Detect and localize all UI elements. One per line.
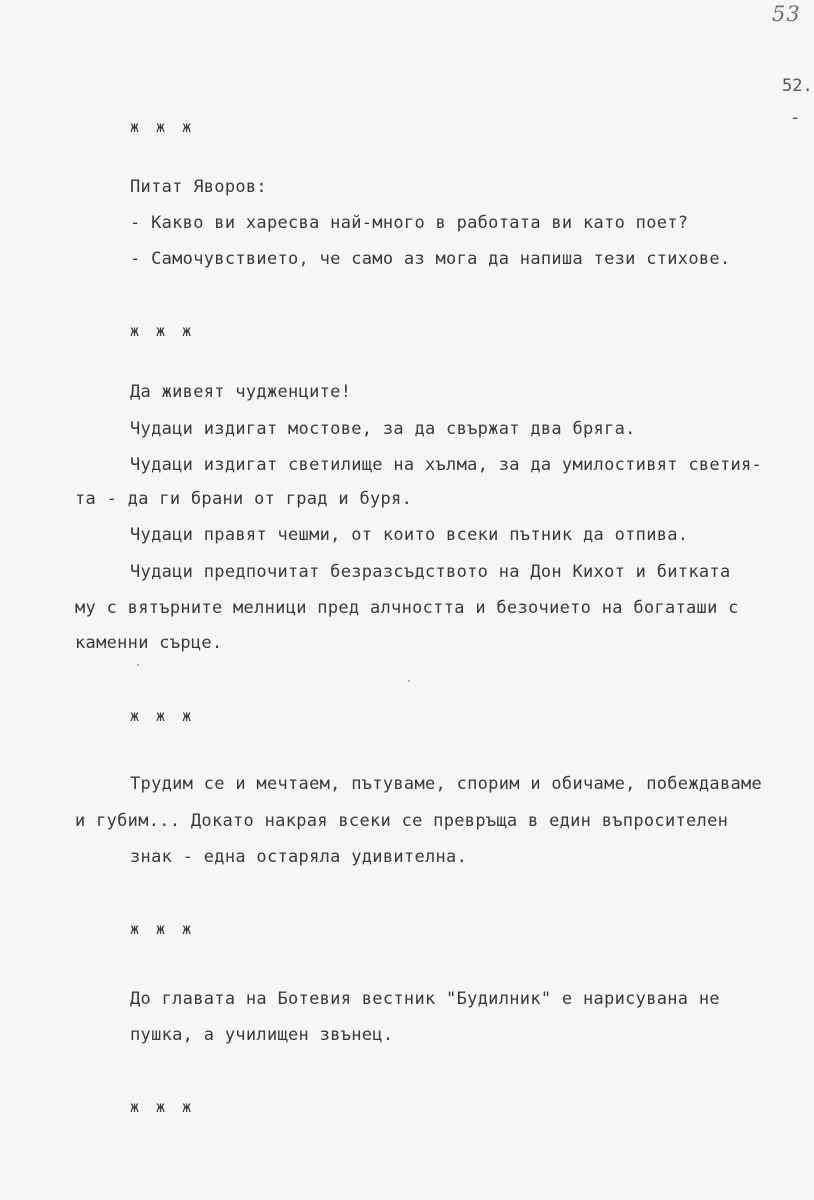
- paper-speck: [408, 680, 410, 682]
- paragraph-line: Чудаци предпочитат безразсъдството на Дон Кихот и битката: [130, 562, 731, 582]
- paper-speck: [137, 664, 139, 666]
- section-separator: ж ж ж: [130, 920, 196, 938]
- paragraph-line: Питат Яворов:: [130, 177, 267, 197]
- paragraph-line: Трудим се и мечтаем, пътуваме, спорим и обичаме, побеждаваме: [130, 774, 763, 794]
- section-separator: ж ж ж: [130, 118, 196, 136]
- archive-page-number: 53: [772, 2, 801, 26]
- paragraph-line: пушка, а училищен звънец.: [130, 1025, 394, 1045]
- page-number: 52.: [782, 76, 813, 96]
- page-number-dash: -: [790, 108, 801, 128]
- paragraph-line: - Самочувствието, че само аз мога да напиша тези стихове.: [130, 249, 731, 269]
- paragraph-line: - Какво ви харесва най-много в работата ви като поет?: [130, 213, 689, 233]
- paragraph-line: му с вятърните мелници пред алчността и безочието на богаташи с: [75, 598, 739, 618]
- paragraph-line: Чудаци издигат светилище на хълма, за да умилостивят светия-: [130, 455, 763, 475]
- paragraph-line: До главата на Ботевия вестник "Будилник" е нарисувана не: [130, 989, 720, 1009]
- paragraph-line: знак - една остаряла удивителна.: [130, 847, 468, 867]
- paragraph-line: Чудаци правят чешми, от които всеки пътник да отпива.: [130, 525, 689, 545]
- paragraph-line: та - да ги брани от град и буря.: [75, 489, 413, 509]
- paragraph-line: Да живеят чудженците!: [130, 382, 352, 402]
- paragraph-line: и губим... Докато накрая всеки се превръща в един въпросителен: [75, 811, 729, 831]
- paragraph-line: каменни сърце.: [75, 633, 223, 653]
- section-separator: ж ж ж: [130, 322, 196, 340]
- section-separator: ж ж ж: [130, 707, 196, 725]
- section-separator: ж ж ж: [130, 1098, 196, 1116]
- paragraph-line: Чудаци издигат мостове, за да свържат два бряга.: [130, 419, 636, 439]
